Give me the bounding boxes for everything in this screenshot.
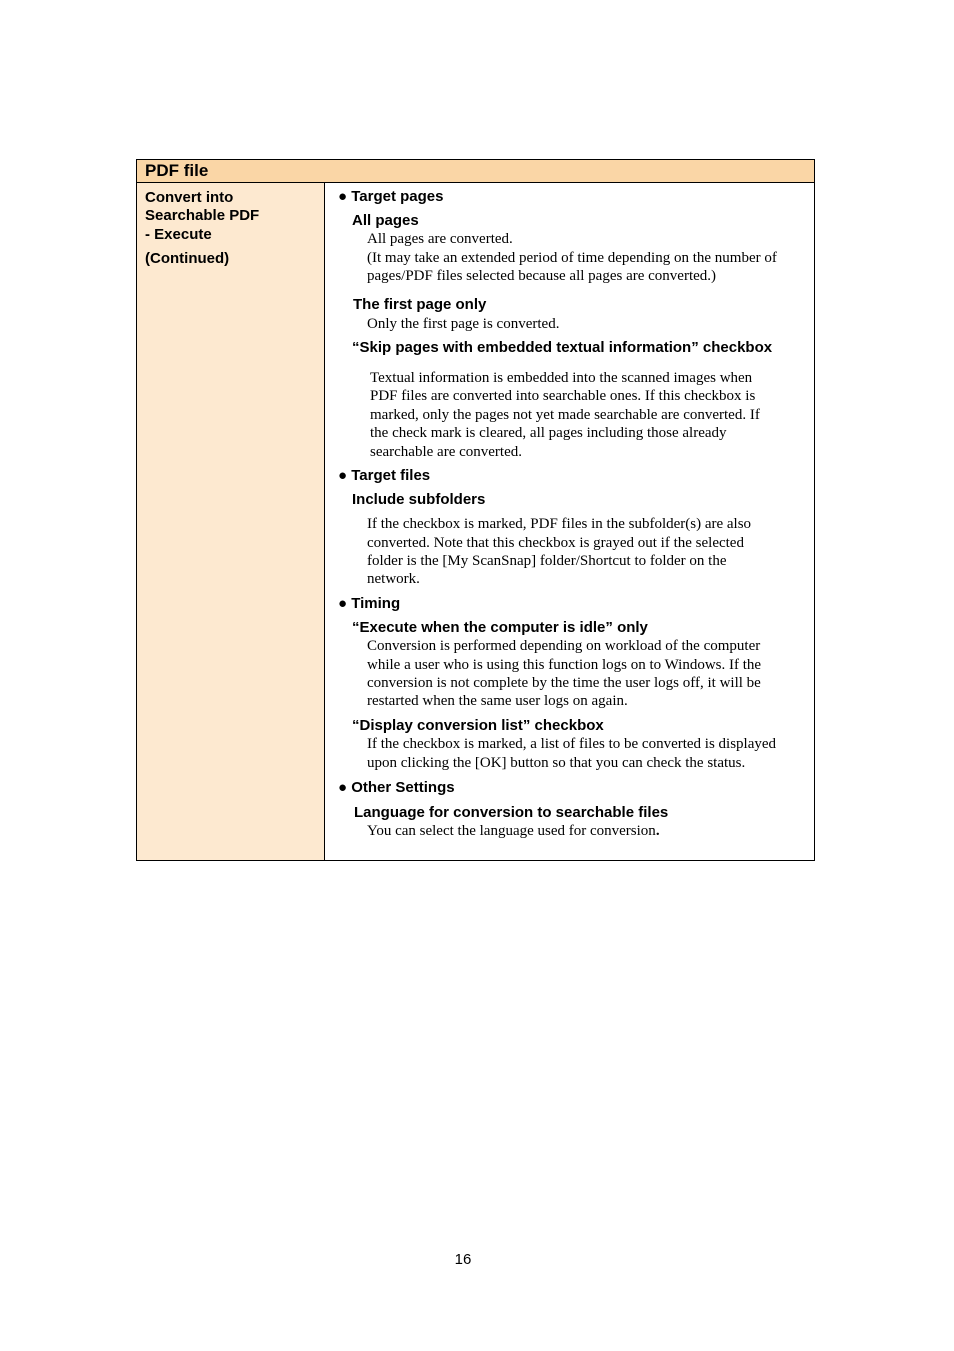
- language-text-period: .: [655, 823, 660, 839]
- left-continued: (Continued): [145, 250, 230, 267]
- subheading-language: Language for conversion to searchable files: [354, 804, 669, 821]
- skip-text-3: marked, only the pages not yet made searchable are converted. If: [370, 407, 760, 423]
- page-number: 16: [454, 1251, 472, 1268]
- subheading-idle: “Execute when the computer is idle” only: [352, 619, 648, 636]
- idle-text-1: Conversion is performed depending on workload of the computer: [367, 638, 761, 654]
- heading-target-pages: ● Target pages: [338, 188, 444, 205]
- include-text-1: If the checkbox is marked, PDF files in the subfolder(s) are also: [367, 516, 752, 532]
- display-text-2: upon clicking the [OK] button so that you can check the status.: [367, 755, 746, 771]
- include-text-2: converted. Note that this checkbox is grayed out if the selected: [367, 535, 744, 551]
- heading-timing: ● Timing: [338, 595, 401, 612]
- idle-text-3: conversion is not complete by the time the user logs off, it will be: [367, 675, 761, 691]
- language-text-body: You can select the language used for conversion: [367, 823, 656, 839]
- subheading-all-pages: All pages: [352, 212, 419, 229]
- idle-text-2: while a user who is using this function logs on to Windows. If the: [367, 657, 762, 673]
- all-pages-text-2: (It may take an extended period of time depending on the number of: [367, 250, 777, 266]
- skip-text-2: PDF files are converted into searchable ones. If this checkbox is: [370, 388, 756, 404]
- heading-target-files: ● Target files: [338, 467, 431, 484]
- include-text-3: folder is the [My ScanSnap] folder/Shortcut to folder on the: [367, 553, 727, 569]
- language-text: [367, 822, 660, 841]
- all-pages-text-1: All pages are converted.: [367, 231, 513, 247]
- heading-other-settings: ● Other Settings: [338, 779, 455, 796]
- subheading-include-subfolders: Include subfolders: [352, 491, 486, 508]
- table-header: [137, 160, 814, 183]
- display-text-1: If the checkbox is marked, a list of files to be converted is displayed: [367, 736, 777, 752]
- skip-text-1: Textual information is embedded into the scanned images when: [370, 370, 753, 386]
- include-text-4: network.: [367, 571, 420, 587]
- subheading-first-page: The first page only: [353, 296, 487, 313]
- left-column: [137, 183, 325, 860]
- subheading-display-list: “Display conversion list” checkbox: [352, 717, 604, 734]
- idle-text-4: restarted when the same user logs on again.: [367, 693, 628, 709]
- left-line-3: - Execute: [145, 226, 212, 243]
- all-pages-text-3: pages/PDF files selected because all pages are converted.): [367, 268, 717, 284]
- first-page-text: Only the first page is converted.: [367, 316, 560, 332]
- left-line-1: Convert into: [145, 189, 234, 206]
- skip-text-5: searchable are converted.: [370, 444, 522, 460]
- subheading-skip-pages: “Skip pages with embedded textual information” checkbox: [352, 339, 773, 356]
- left-line-2: Searchable PDF: [145, 207, 260, 224]
- skip-text-4: the check mark is cleared, all pages including those already: [370, 425, 727, 441]
- table-header-title: PDF file: [145, 161, 209, 180]
